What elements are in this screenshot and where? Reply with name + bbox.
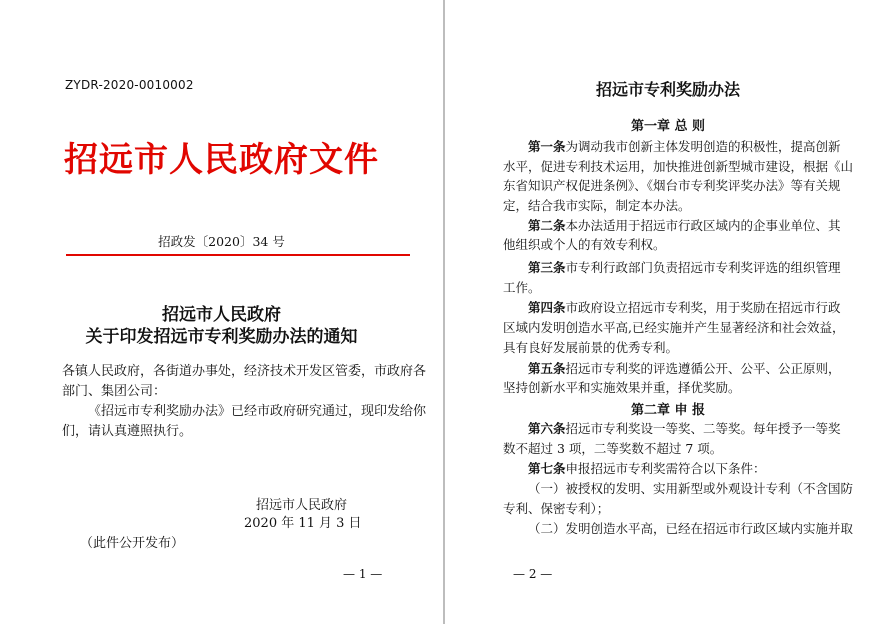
signature-organization: 招远市人民政府 <box>256 498 348 513</box>
article-2-line-2: 他组织或个人的有效专利权。 <box>503 237 666 252</box>
article-1-line-1: 第一条为调动我市创新主体发明创造的积极性，提高创新 <box>528 139 841 154</box>
article-1-line-3: 东省知识产权促进条例》、《烟台市专利奖评奖办法》等有关规 <box>503 178 841 193</box>
item-1-line-2: 专利、保密专利）； <box>503 501 610 516</box>
article-4-label: 第四条 <box>528 300 566 315</box>
article-5-label: 第五条 <box>528 361 566 376</box>
chapter-2-heading: 第二章 申 报 <box>630 403 706 418</box>
addressee-line-1: 各镇人民政府，各街道办事处，经济技术开发区管委，市政府各 <box>62 364 427 379</box>
article-3-line-2: 工作。 <box>503 280 541 295</box>
notice-title-line-1: 招远市人民政府 <box>162 305 281 325</box>
article-7-line-1: 第七条申报招远市专利奖需符合以下条件： <box>528 461 766 476</box>
article-4-line-1: 第四条市政府设立招远市专利奖，用于奖励在招远市行政 <box>528 300 841 315</box>
body-text-line-1: 《招远市专利奖励办法》已经市政府研究通过，现印发给你 <box>88 404 427 419</box>
item-1-line-1: （一）被授权的发明、实用新型或外观设计专利（不含国防 <box>528 481 854 496</box>
article-6-line-2: 数不超过 3 项，二等奖数不超过 7 项。 <box>503 441 723 456</box>
article-1-line-4: 定，结合我市实际，制定本办法。 <box>503 198 691 213</box>
article-3-label: 第三条 <box>528 260 566 275</box>
article-2-label: 第二条 <box>528 218 566 233</box>
article-1-label: 第一条 <box>528 139 566 154</box>
document-code: 招政发〔2020〕34 号 <box>158 234 285 249</box>
regulation-title: 招远市专利奖励办法 <box>595 80 740 99</box>
notice-title-line-2: 关于印发招远市专利奖励办法的通知 <box>85 327 358 347</box>
article-4-line-2: 区域内发明创造水平高,已经实施并产生显著经济和社会效益， <box>503 320 845 335</box>
article-2-line-1: 第二条本办法适用于招远市行政区域内的企事业单位、其 <box>528 218 841 233</box>
body-text-line-2: 们，请认真遵照执行。 <box>62 424 193 439</box>
article-4-line-3: 具有良好发展前景的优秀专利。 <box>503 340 679 355</box>
article-6-label: 第六条 <box>528 421 566 436</box>
document-number: ZYDR-2020-0010002 <box>65 78 194 92</box>
red-separator-line <box>66 254 410 256</box>
issuer-title: 招远市人民政府文件 <box>64 140 379 180</box>
addressee-line-2: 部门、集团公司： <box>62 384 167 399</box>
article-1-line-2: 水平，促进专利技术运用，加快推进创新型城市建设，根据《山 <box>503 159 854 174</box>
page-number-1: — 1 — <box>343 567 383 581</box>
article-6-line-1: 第六条招远市专利奖设一等奖、二等奖。每年授予一等奖 <box>528 421 841 436</box>
page-number-2: — 2 — <box>513 567 553 581</box>
item-2-line-1: （二）发明创造水平高，已经在招远市行政区域内实施并取 <box>528 521 854 536</box>
article-3-line-1: 第三条市专利行政部门负责招远市专利奖评选的组织管理 <box>528 260 841 275</box>
chapter-1-heading: 第一章 总 则 <box>630 119 706 134</box>
article-5-line-2: 坚持创新水平和实施效果并重，择优奖励。 <box>503 380 741 395</box>
article-7-label: 第七条 <box>528 461 566 476</box>
signature-date: 2020 年 11 月 3 日 <box>244 516 362 531</box>
public-release-note: （此件公开发布） <box>80 536 185 551</box>
article-5-line-1: 第五条招远市专利奖的评选遵循公开、公平、公正原则， <box>528 361 841 376</box>
